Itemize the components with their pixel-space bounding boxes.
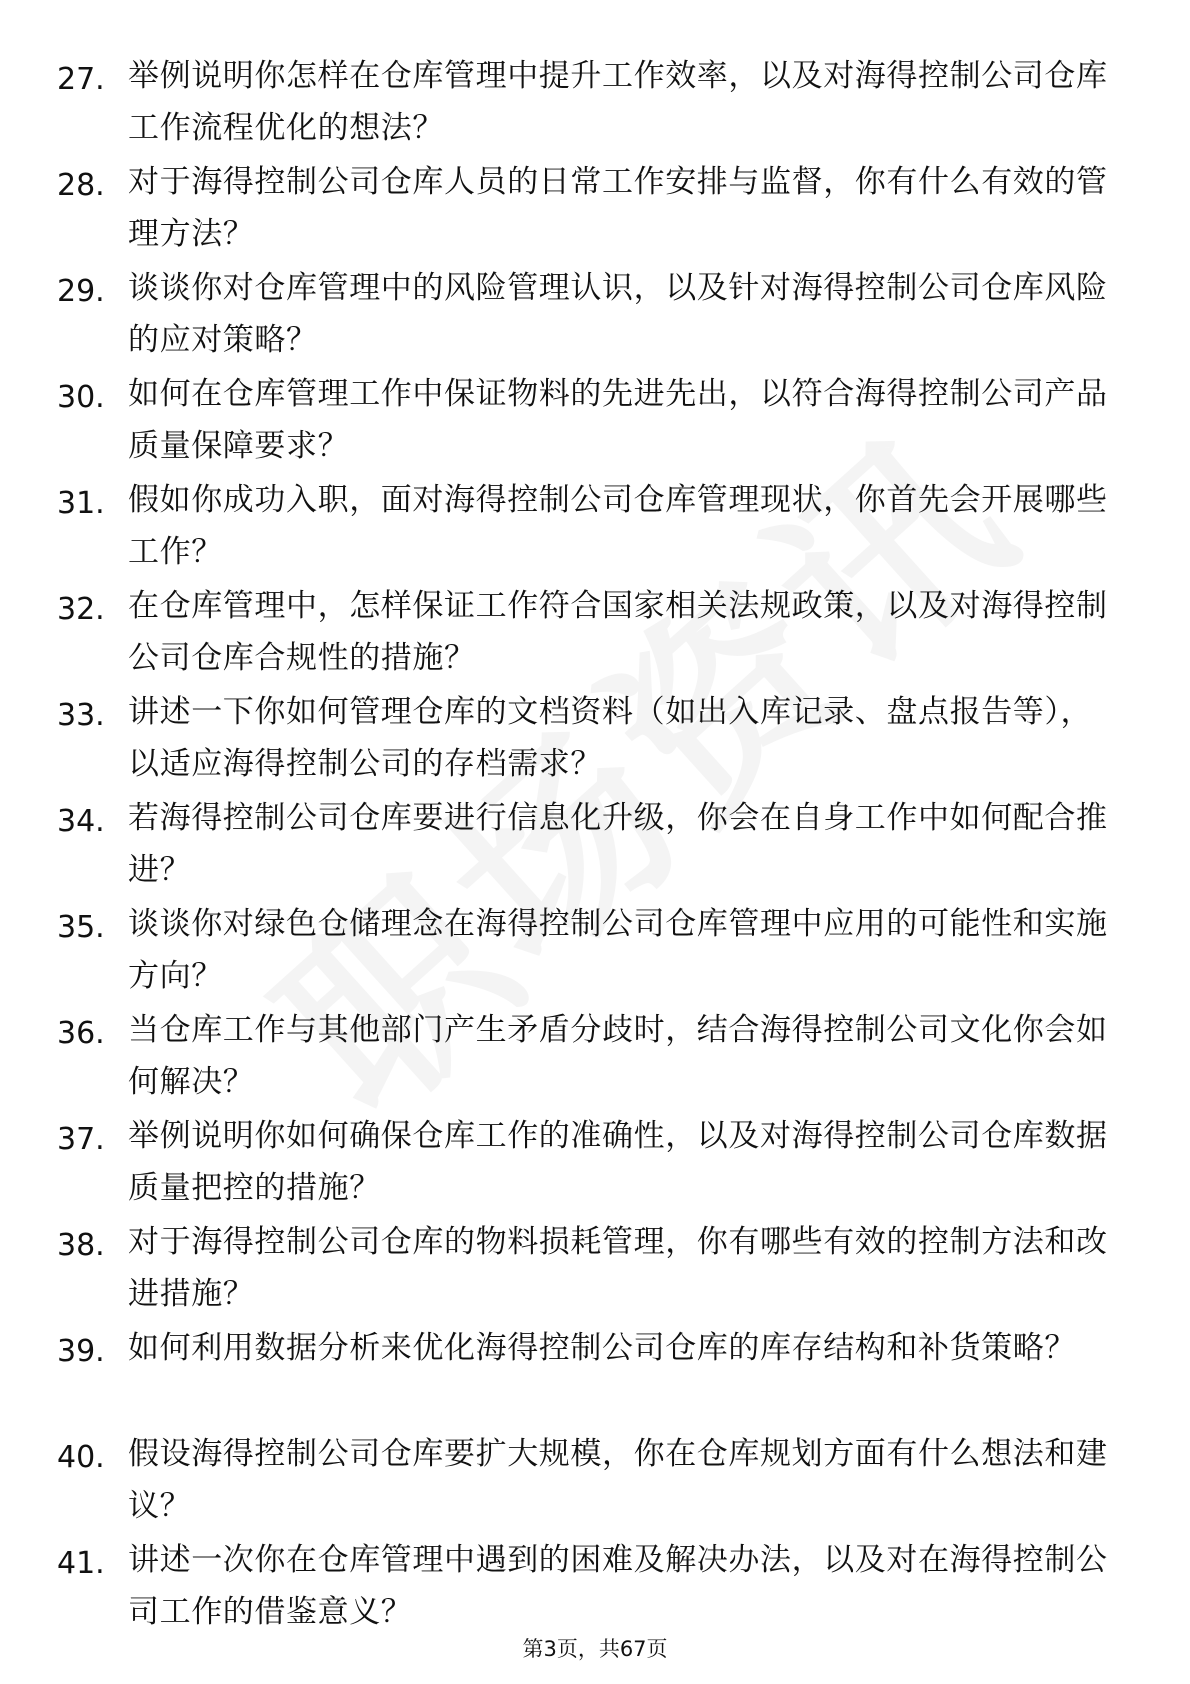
question-number: 27. [57, 62, 105, 97]
question-text: 在仓库管理中，怎样保证工作符合国家相关法规政策，以及对海得控制公司仓库合规性的措施？ [128, 588, 1108, 676]
question-text: 讲述一次你在仓库管理中遇到的困难及解决办法，以及对在海得控制公司工作的借鉴意义？ [128, 1542, 1108, 1630]
question-text: 如何利用数据分析来优化海得控制公司仓库的库存结构和补货策略？ [128, 1330, 1076, 1366]
question-list [0, 50, 1190, 1640]
page-number: 第3页，共67页 [522, 1637, 668, 1661]
question-item-36 [0, 1004, 1190, 1110]
question-number: 36. [57, 1016, 105, 1051]
question-item-31 [0, 474, 1190, 580]
question-text: 当仓库工作与其他部门产生矛盾分歧时，结合海得控制公司文化你会如何解决？ [128, 1012, 1108, 1100]
question-number: 33. [57, 698, 105, 733]
question-text: 如何在仓库管理工作中保证物料的先进先出，以符合海得控制公司产品质量保障要求？ [128, 376, 1108, 464]
question-number: 35. [57, 910, 105, 945]
question-text: 谈谈你对仓库管理中的风险管理认识，以及针对海得控制公司仓库风险的应对策略？ [128, 270, 1108, 358]
question-number: 30. [57, 380, 105, 415]
question-text: 谈谈你对绿色仓储理念在海得控制公司仓库管理中应用的可能性和实施方向？ [128, 906, 1108, 994]
question-text: 对于海得控制公司仓库的物料损耗管理，你有哪些有效的控制方法和改进措施？ [128, 1224, 1108, 1312]
question-number: 28. [57, 168, 105, 203]
question-text: 对于海得控制公司仓库人员的日常工作安排与监督，你有什么有效的管理方法？ [128, 164, 1108, 252]
question-number: 34. [57, 804, 105, 839]
question-item-28 [0, 156, 1190, 262]
question-number: 39. [57, 1334, 105, 1369]
question-item-40 [0, 1428, 1190, 1534]
question-number: 31. [57, 486, 105, 521]
question-item-27 [0, 50, 1190, 156]
question-item-37 [0, 1110, 1190, 1216]
question-item-30 [0, 368, 1190, 474]
question-item-29 [0, 262, 1190, 368]
question-item-39 [0, 1322, 1190, 1428]
question-item-38 [0, 1216, 1190, 1322]
question-number: 41. [57, 1546, 105, 1581]
question-text: 举例说明你如何确保仓库工作的准确性，以及对海得控制公司仓库数据质量把控的措施？ [128, 1118, 1108, 1206]
question-item-41 [0, 1534, 1190, 1640]
question-item-33 [0, 686, 1190, 792]
question-number: 37. [57, 1122, 105, 1157]
question-item-35 [0, 898, 1190, 1004]
question-number: 38. [57, 1228, 105, 1263]
page-footer [0, 1633, 1190, 1663]
question-text: 假如你成功入职，面对海得控制公司仓库管理现状，你首先会开展哪些工作？ [128, 482, 1108, 570]
question-text: 假设海得控制公司仓库要扩大规模，你在仓库规划方面有什么想法和建议？ [128, 1436, 1108, 1524]
question-number: 40. [57, 1440, 105, 1475]
question-item-32 [0, 580, 1190, 686]
question-text: 讲述一下你如何管理仓库的文档资料（如出入库记录、盘点报告等），以适应海得控制公司的存档需求？ [128, 694, 1093, 782]
question-text: 若海得控制公司仓库要进行信息化升级，你会在自身工作中如何配合推进？ [128, 800, 1108, 888]
question-item-34 [0, 792, 1190, 898]
question-number: 29. [57, 274, 105, 309]
question-text: 举例说明你怎样在仓库管理中提升工作效率，以及对海得控制公司仓库工作流程优化的想法？ [128, 58, 1108, 146]
question-number: 32. [57, 592, 105, 627]
